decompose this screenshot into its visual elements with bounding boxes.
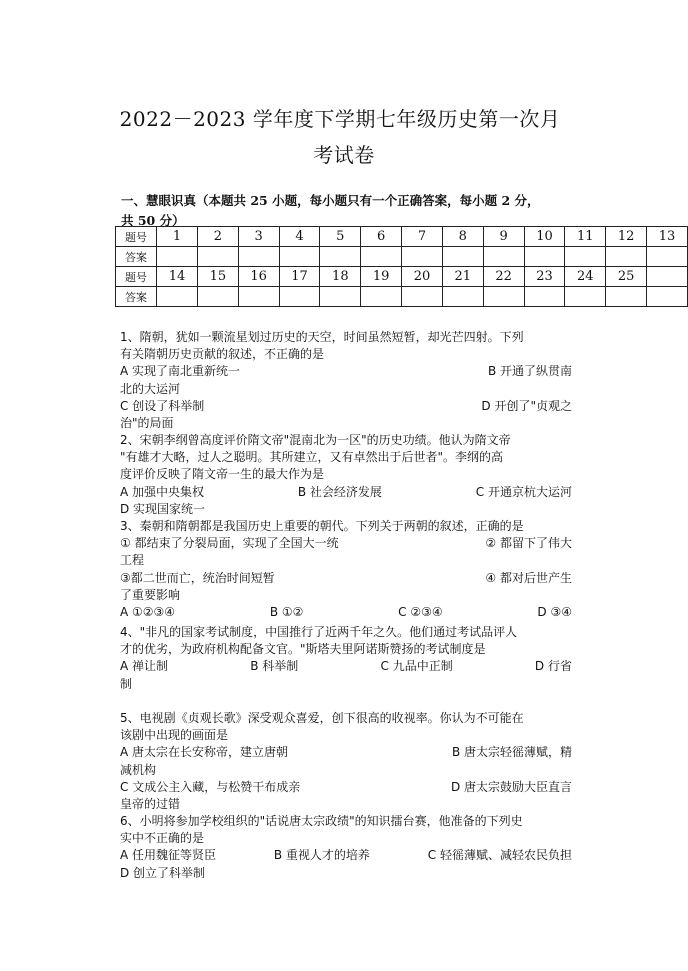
- statement-2: ② 都留下了伟大: [485, 536, 572, 551]
- question-number-cell: 15: [197, 267, 238, 287]
- question-stem: 3、秦朝和隋朝都是我国历史上重要的朝代。下列关于两朝的叙述，正确的是: [120, 519, 524, 533]
- answer-cell[interactable]: [606, 247, 647, 267]
- question-number-cell: 20: [402, 267, 443, 287]
- exam-title-line1: 2022－2023 学年度下学期七年级历史第一次月: [119, 107, 561, 131]
- question-number-cell: 18: [320, 267, 361, 287]
- option-a[interactable]: A 实现了南北重新统一: [120, 364, 241, 379]
- option-c[interactable]: C 文成公主入藏，与松赞干布成亲: [120, 779, 301, 794]
- answer-cell[interactable]: [442, 287, 483, 307]
- question-stem: 2、宋朝李纲曾高度评价隋文帝"混南北为一区"的历史功绩。他认为隋文帝: [120, 433, 511, 447]
- option-b[interactable]: B 重视人才的培养: [273, 848, 370, 863]
- answer-cell[interactable]: [197, 247, 238, 267]
- option-b[interactable]: B ①②: [269, 605, 304, 620]
- statement-4: ④ 都对后世产生: [485, 570, 572, 585]
- section-heading-line2: 共 50 分）: [121, 213, 185, 228]
- question-number-cell: 22: [483, 267, 524, 287]
- option-d[interactable]: D 行省: [534, 659, 572, 674]
- question-number-cell: 4: [279, 227, 320, 247]
- answer-cell[interactable]: [197, 287, 238, 307]
- statement-2-continued: 工程: [120, 553, 145, 568]
- question-number-cell: 19: [361, 267, 402, 287]
- option-d[interactable]: D 唐太宗鼓励大臣直言: [450, 779, 572, 794]
- answer-cell[interactable]: [606, 287, 647, 307]
- question-number-cell: 13: [647, 227, 688, 247]
- option-b[interactable]: B 唐太宗轻徭薄赋，精: [451, 745, 572, 760]
- question-number-cell: 21: [442, 267, 483, 287]
- question-number-cell: 24: [565, 267, 606, 287]
- option-a[interactable]: A 唐太宗在长安称帝，建立唐朝: [120, 745, 289, 760]
- option-d[interactable]: D 开创了"贞观之: [481, 398, 572, 413]
- question-number-cell: 1: [157, 227, 198, 247]
- question-6: [120, 813, 572, 882]
- answer-cell[interactable]: [320, 247, 361, 267]
- question-stem: 才的优劣，为政府机构配备文官。"斯塔夫里阿诺斯赞扬的考试制度是: [120, 642, 486, 657]
- question-stem: 有关隋朝历史贡献的叙述，不正确的是: [120, 347, 325, 362]
- question-2: [120, 432, 572, 518]
- option-d-continued: 治"的局面: [120, 416, 174, 431]
- question-number-cell: 3: [238, 227, 279, 247]
- question-number-cell: 25: [606, 267, 647, 287]
- answer-cell[interactable]: [483, 287, 524, 307]
- question-stem: 5、电视剧《贞观长歌》深受观众喜爱，创下很高的收视率。你认为不可能在: [120, 711, 524, 725]
- option-d-continued: 制: [120, 676, 133, 691]
- question-number-cell: 12: [606, 227, 647, 247]
- question-number-label: 题号: [116, 227, 157, 247]
- answer-table-row: [116, 267, 688, 287]
- option-c[interactable]: C 创设了科举制: [120, 398, 205, 413]
- question-stem: 1、隋朝，犹如一颗流星划过历史的天空，时间虽然短暂，却光芒四射。下列: [120, 330, 524, 344]
- question-stem: 实中不正确的是: [120, 831, 205, 846]
- answer-label: 答案: [116, 287, 157, 307]
- option-d[interactable]: D ③④: [537, 605, 572, 620]
- option-b[interactable]: B 社会经济发展: [297, 484, 382, 499]
- question-stem: 4、"非凡的国家考试制度，中国推行了近两千年之久。他们通过考试品评人: [120, 625, 518, 639]
- answer-table-row: [116, 247, 688, 267]
- option-d[interactable]: D 实现国家统一: [120, 501, 206, 516]
- option-d-continued: 皇帝的过错: [120, 797, 181, 812]
- answer-cell[interactable]: [483, 247, 524, 267]
- question-number-label: 题号: [116, 267, 157, 287]
- option-d[interactable]: D 创立了科举制: [120, 865, 206, 880]
- answer-cell[interactable]: [402, 247, 443, 267]
- option-b-continued: 北的大运河: [120, 381, 181, 396]
- answer-cell[interactable]: [361, 247, 402, 267]
- option-b[interactable]: B 开通了纵贯南: [487, 364, 572, 379]
- question-4: [120, 624, 572, 693]
- question-stem: 6、小明将参加学校组织的"话说唐太宗政绩"的知识擂台赛，他准备的下列史: [120, 814, 523, 828]
- question-3: [120, 518, 572, 621]
- question-number-cell: 17: [279, 267, 320, 287]
- answer-table: [115, 226, 688, 307]
- option-c[interactable]: C 开通京杭大运河: [475, 484, 572, 499]
- answer-cell[interactable]: [157, 247, 198, 267]
- statement-3: ③都二世而亡，统治时间短暂: [120, 570, 275, 585]
- exam-title-line2: 考试卷: [313, 143, 375, 167]
- answer-cell[interactable]: [361, 287, 402, 307]
- question-number-cell: 14: [157, 267, 198, 287]
- question-number-cell: 6: [361, 227, 402, 247]
- answer-cell[interactable]: [279, 247, 320, 267]
- question-number-cell: 7: [402, 227, 443, 247]
- question-number-cell: [647, 267, 688, 287]
- question-1: [120, 329, 572, 432]
- question-stem: "有雄才大略，过人之聪明。其所建立，又有卓然出于后世者"。李纲的高: [120, 450, 504, 465]
- answer-cell[interactable]: [647, 287, 688, 307]
- statement-1: ① 都结束了分裂局面，实现了全国大一统: [120, 536, 339, 551]
- option-a[interactable]: A 禅让制: [120, 659, 169, 674]
- answer-cell[interactable]: [524, 247, 565, 267]
- question-stem: 度评价反映了隋文帝一生的最大作为是: [120, 467, 325, 482]
- answer-cell[interactable]: [647, 247, 688, 267]
- question-number-cell: 10: [524, 227, 565, 247]
- option-c[interactable]: C 轻徭薄赋、减轻农民负担: [427, 848, 572, 863]
- answer-cell[interactable]: [157, 287, 198, 307]
- question-stem: 该剧中出现的画面是: [120, 728, 229, 743]
- option-b-continued: 减机构: [120, 762, 157, 777]
- section-heading: [121, 191, 581, 231]
- answer-table-row: [116, 227, 688, 247]
- question-number-cell: 8: [442, 227, 483, 247]
- answer-cell[interactable]: [238, 287, 279, 307]
- answer-cell[interactable]: [320, 287, 361, 307]
- answer-cell[interactable]: [279, 287, 320, 307]
- question-number-cell: 9: [483, 227, 524, 247]
- section-heading-line1: 一、慧眼识真（本题共 25 小题，每小题只有一个正确答案，每小题 2 分，: [121, 193, 540, 208]
- question-number-cell: 2: [197, 227, 238, 247]
- answer-cell[interactable]: [565, 247, 606, 267]
- question-number-cell: 11: [565, 227, 606, 247]
- option-a[interactable]: A 任用魏征等贤臣: [120, 848, 217, 863]
- answer-table-row: [116, 287, 688, 307]
- answer-cell[interactable]: [442, 247, 483, 267]
- answer-label: 答案: [116, 247, 157, 267]
- option-c[interactable]: C ②③④: [398, 605, 443, 620]
- option-a[interactable]: A 加强中央集权: [120, 484, 205, 499]
- answer-cell[interactable]: [524, 287, 565, 307]
- option-c[interactable]: C 九品中正制: [380, 659, 453, 674]
- question-number-cell: 16: [238, 267, 279, 287]
- question-number-cell: 23: [524, 267, 565, 287]
- question-5: [120, 710, 572, 813]
- option-a[interactable]: A ①②③④: [120, 605, 176, 620]
- answer-cell[interactable]: [565, 287, 606, 307]
- option-b[interactable]: B 科举制: [250, 659, 299, 674]
- question-number-cell: 5: [320, 227, 361, 247]
- answer-cell[interactable]: [402, 287, 443, 307]
- answer-cell[interactable]: [238, 247, 279, 267]
- statement-4-continued: 了重要影响: [120, 587, 181, 602]
